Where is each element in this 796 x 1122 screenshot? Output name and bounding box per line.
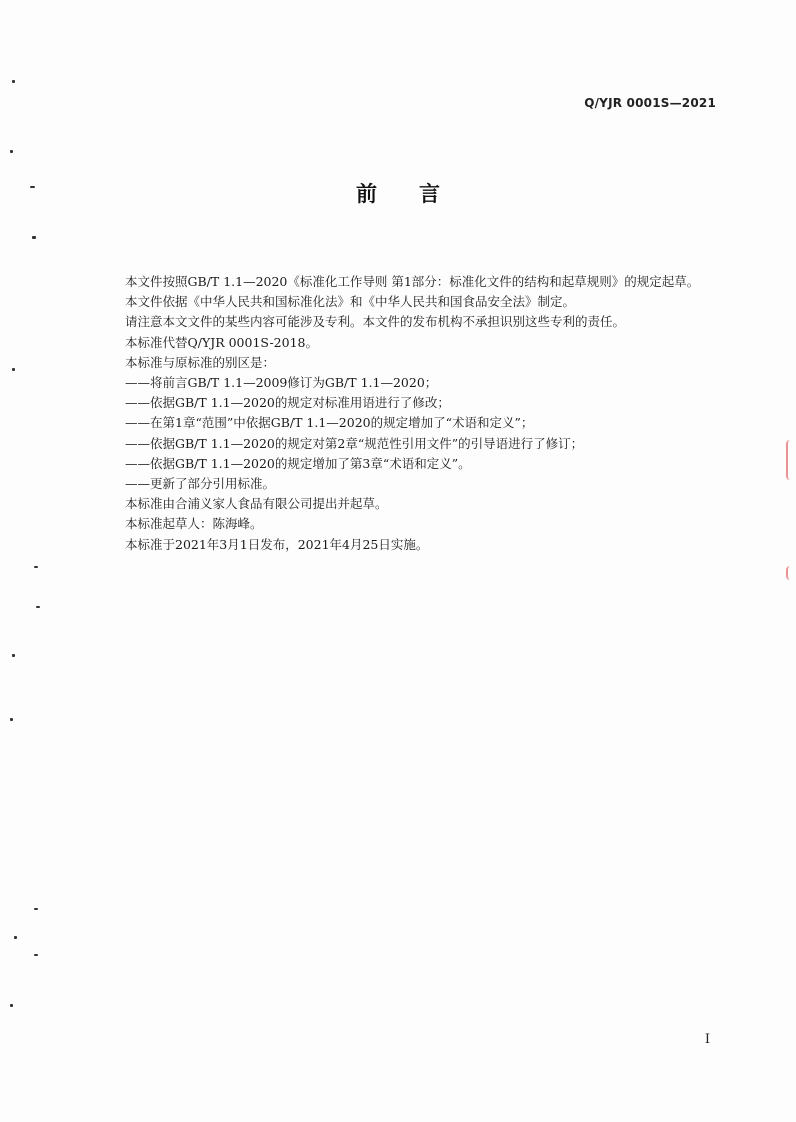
- paragraph-differences-intro: 本标准与原标准的别区是：: [125, 354, 276, 370]
- paragraph-drafting-basis: 本文件按照GB/T 1.1—2020《标准化工作导则 第1部分：标准化文件的结构和起草规则》的规定起草。: [125, 274, 700, 289]
- paragraph-dates: 本标准于2021年3月1日发布，2021年4月25日实施。: [125, 536, 429, 552]
- scan-speck: [10, 1004, 13, 1007]
- foreword-body: [100, 272, 720, 555]
- scan-speck: [10, 718, 13, 721]
- scan-speck: [10, 150, 13, 153]
- paragraph-proposer: 本标准由合浦义家人食品有限公司提出并起草。: [125, 496, 388, 512]
- scan-speck: [14, 936, 17, 939]
- list-item-change-1: ——将前言GB/T 1.1—2009修订为GB/T 1.1—2020；: [125, 375, 438, 391]
- standard-code: Q/YJR 0001S—2021: [584, 96, 716, 110]
- scan-speck: [12, 80, 15, 83]
- paragraph-replaces: 本标准代替Q/YJR 0001S-2018。: [125, 334, 318, 350]
- stamp-edge-mark: [786, 440, 796, 480]
- list-item-change-4: ——依据GB/T 1.1—2020的规定对第2章“规范性引用文件”的引导语进行了修订；: [125, 435, 584, 451]
- paragraph-drafter: 本标准起草人：陈海峰。: [125, 516, 263, 532]
- list-item-change-5: ——依据GB/T 1.1—2020的规定增加了第3章“术语和定义”。: [125, 455, 471, 471]
- scan-speck: [12, 654, 15, 657]
- scan-speck: [34, 954, 38, 956]
- scan-speck: [30, 186, 35, 188]
- list-item-change-2: ——依据GB/T 1.1—2020的规定对标准用语进行了修改；: [125, 395, 450, 411]
- scan-speck: [34, 908, 38, 910]
- page-title: 前言: [356, 182, 482, 206]
- scan-speck: [12, 368, 15, 371]
- list-item-change-3: ——在第1章“范围”中依据GB/T 1.1—2020的规定增加了“术语和定义”；: [125, 415, 534, 431]
- scan-speck: [32, 236, 36, 239]
- list-item-change-6: ——更新了部分引用标准。: [125, 476, 276, 492]
- paragraph-patent-notice: 请注意本文文件的某些内容可能涉及专利。本文件的发布机构不承担识别这些专利的责任。: [125, 314, 626, 330]
- page-number: I: [704, 1032, 710, 1047]
- scan-speck: [36, 606, 40, 608]
- paragraph-legal-basis: 本文件依据《中华人民共和国标准化法》和《中华人民共和国食品安全法》制定。: [125, 294, 576, 310]
- stamp-edge-mark: [786, 566, 796, 580]
- scan-speck: [34, 566, 38, 568]
